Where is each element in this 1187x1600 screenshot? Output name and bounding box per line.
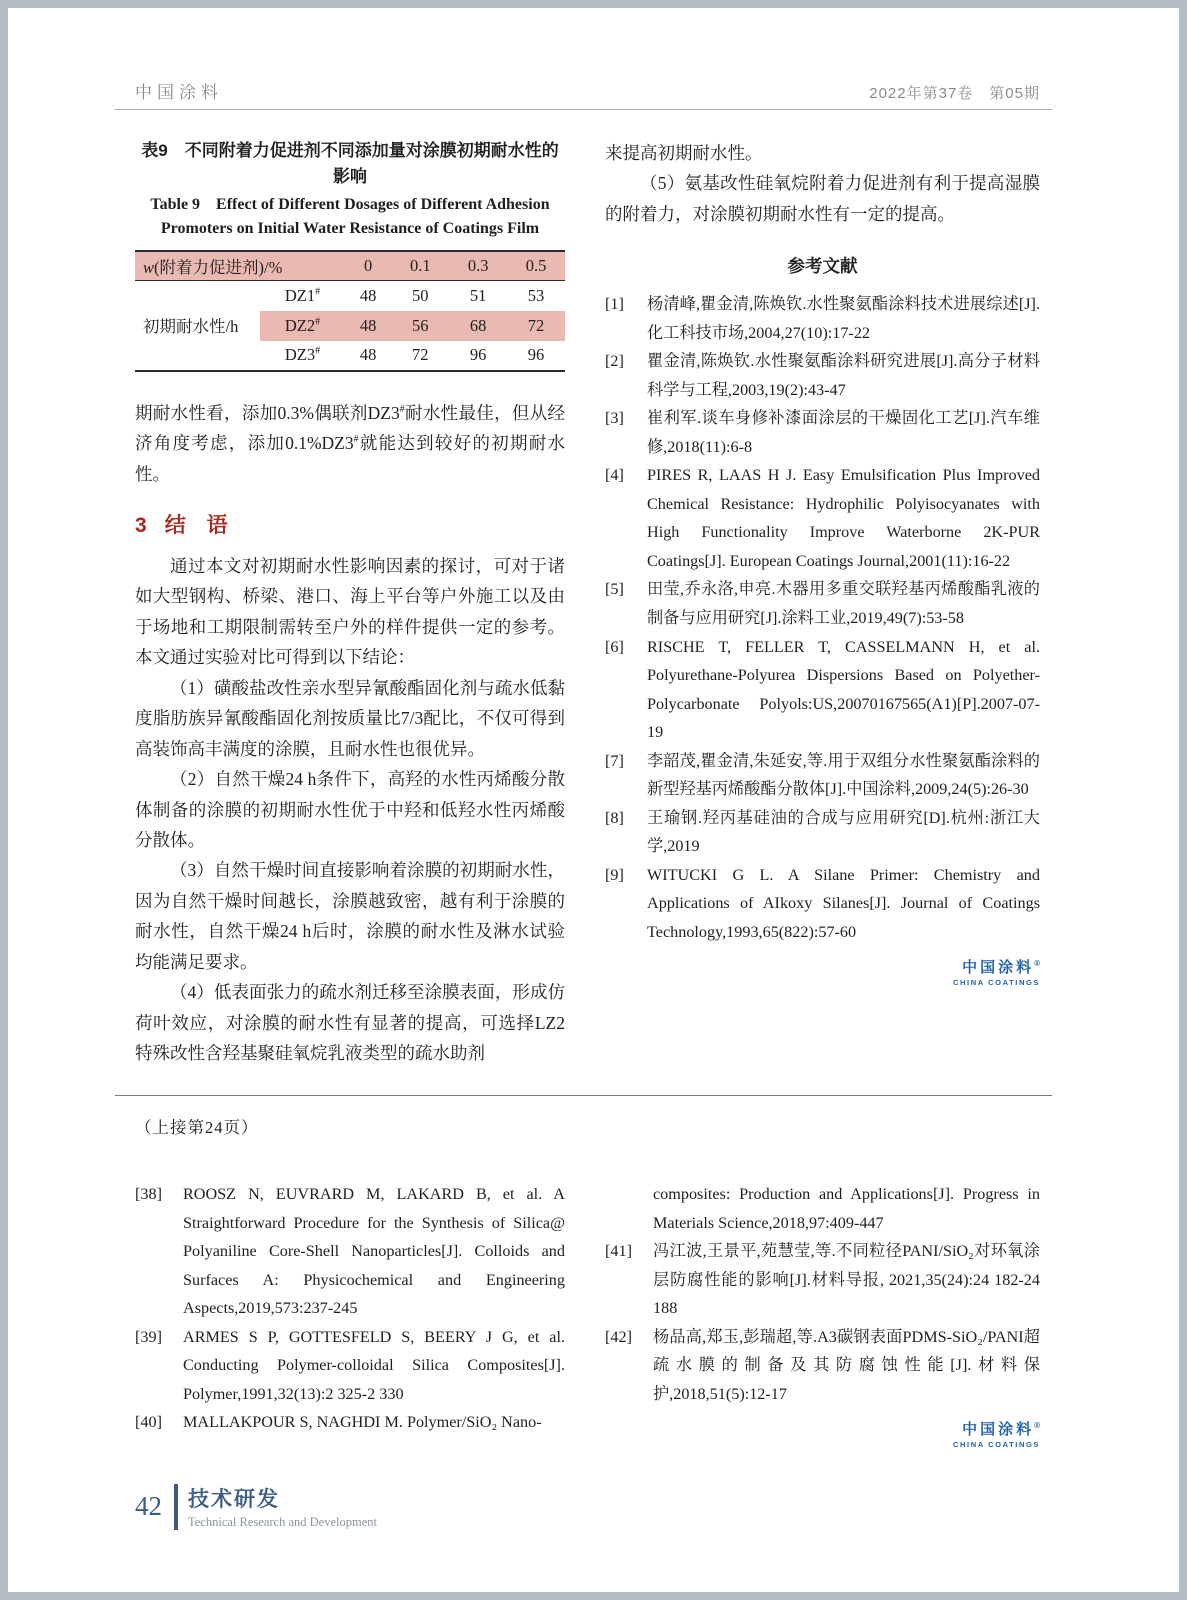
reference-item: [2] 瞿金清,陈焕钦.水性聚氨酯涂料研究进展[J].高分子材料科学与工程,2003,19(2):43-47 — [605, 352, 1040, 399]
logo-text-en: CHINA COATINGS — [953, 1439, 1040, 1449]
table-cell: 72 — [412, 345, 429, 365]
paragraph-continued: 期耐水性看，添加0.3%偶联剂DZ3#耐水性最佳，但从经济角度考虑，添加0.1%DZ3#就能达到较好的初期耐水性。 — [135, 402, 566, 484]
table9-title-en: Table 9 Effect of Different Dosages of Different Adhesion Promoters on Initial Water Resistance of Coatings Film — [150, 195, 550, 237]
paragraph: （5）氨基改性硅氧烷附着力促进剂有利于提高湿膜的附着力，对涂膜初期耐水性有一定的提高。 — [605, 173, 1040, 224]
references-heading: 参考文献 — [787, 256, 858, 277]
table9-group-label: 初期耐水性/h — [143, 317, 239, 337]
table-cell: 72 — [507, 311, 565, 341]
reference-item: [39] ARMES S P, GOTTESFELD S, BEERY J G, et al. Conducting Polymer-colloidal Silica Composites[J]. Polymer,1991,32(13):2 325-2 330 — [135, 1327, 565, 1403]
logo-text-cn: 中国涂料® — [962, 959, 1040, 977]
footer-divider-bar — [174, 1484, 178, 1530]
table-cell: 56 — [391, 311, 449, 341]
paragraph: 通过本文对初期耐水性影响因素的探讨，可对于诸如大型钢构、桥梁、港口、海上平台等户外施工以及由于场地和工期限制需转至户外的样件提供一定的参考。本文通过实验对比可得到以下结论： — [135, 556, 565, 668]
reference-item: [3] 崔利军.谈车身修补漆面涂层的干燥固化工艺[J].汽车维修,2018(11):6-8 — [605, 409, 1040, 456]
table-row — [135, 281, 565, 311]
table-cell: 50 — [412, 285, 429, 305]
reference-item: [42] 杨品高,郑玉,彭瑞超,等.A3碳钢表面PDMS-SiO₂/PANI超疏水膜的制备及其防腐蚀性能[J].材料保护,2018,51(5):12-17 — [605, 1327, 1040, 1403]
table9-header-label: w(附着力促进剂)/% — [135, 251, 345, 281]
logo-text-en: CHINA COATINGS — [953, 977, 1040, 987]
china-coatings-logo — [605, 960, 1040, 987]
continuation-content — [135, 1180, 1040, 1470]
table-cell: 68 — [449, 311, 507, 341]
table-cell: 53 — [527, 285, 545, 305]
section-heading-conclusion: 3 结 语 — [135, 514, 228, 537]
table-cell: 96 — [469, 345, 487, 365]
reference-item: [1] 杨清峰,瞿金清,陈焕钦.水性聚氨酯涂料技术进展综述[J].化工科技市场,2004,27(10):17-22 — [605, 295, 1040, 342]
continued-from-note: （上接第24页） — [135, 1118, 259, 1137]
continuation-right-column — [605, 1180, 1040, 1470]
table9-dosage-0: 0 — [345, 251, 391, 281]
page-header — [135, 78, 1040, 103]
reference-item: [4] PIRES R, LAAS H J. Easy Emulsification Plus Improved Chemical Resistance: Hydrophilic Polyisocyanates with High Functionality Improve Waterborne 2K-PUR Coatings[J]. European Coatings Journal,2001(11):16-22 — [605, 466, 1040, 570]
footer-section — [188, 1483, 377, 1530]
section-divider — [115, 1095, 1052, 1096]
table-cell: 96 — [527, 345, 545, 365]
table9-row0-name: DZ1# — [284, 285, 321, 305]
footer-section-en: Technical Research and Development — [188, 1515, 377, 1529]
reference-item: [8] 王瑜钢.羟丙基硅油的合成与应用研究[D].杭州:浙江大学,2019 — [605, 808, 1040, 856]
table9 — [135, 250, 565, 372]
right-column — [605, 138, 1040, 1090]
table-cell: 51 — [469, 285, 487, 305]
reference-item: [40] MALLAKPOUR S, NAGHDI M. Polymer/SiO₂ Nano- — [135, 1413, 542, 1432]
table-cell: 48 — [359, 345, 377, 365]
reference-item: [41] 冯江波,王景平,苑慧莹,等.不同粒径PANI/SiO₂对环氧涂层防腐性能的影响[J].材料导报, 2021,35(24):24 182-24 188 — [605, 1242, 1040, 1318]
main-content — [135, 138, 1040, 1090]
paragraph: （3）自然干燥时间直接影响着涂膜的初期耐水性，因为自然干燥时间越长，涂膜越致密，越有利于涂膜的耐水性，自然干燥24 h后时，涂膜的耐水性及淋水试验均能满足要求。 — [135, 860, 565, 972]
reference-item-continued: composites: Production and Applications[J]. Progress in Materials Science,2018,97:409-447 — [653, 1185, 1040, 1232]
header-divider — [115, 109, 1052, 110]
table9-dosage-3: 0.5 — [507, 251, 565, 281]
continuation-left-column — [135, 1180, 565, 1470]
reference-item: [7] 李韶茂,瞿金清,朱延安,等.用于双组分水性聚氨酯涂料的新型羟基丙烯酸酯分散体[J].中国涂料,2009,24(5):26-30 — [605, 751, 1040, 799]
table9-header-row — [135, 251, 565, 281]
reference-item: [38] ROOSZ N, EUVRARD M, LAKARD B, et al. A Straightforward Procedure for the Synthesis of Silica@ Polyaniline Core-Shell Nanoparticles[J]. Colloids and Surfaces A: Physicochemical and Engineering Aspects,2019,573:237-245 — [135, 1185, 565, 1318]
china-coatings-logo — [605, 1422, 1040, 1449]
page-number: 42 — [135, 1491, 162, 1521]
left-column — [135, 138, 565, 1090]
table9-title-cn: 表9 不同附着力促进剂不同添加量对涂膜初期耐水性的影响 — [141, 141, 559, 187]
logo-text-cn: 中国涂料® — [962, 1421, 1040, 1439]
journal-name: 中国涂料 — [135, 83, 223, 102]
reference-item: [9] WITUCKI G L. A Silane Primer: Chemistry and Applications of AIkoxy Silanes[J]. Journal of Coatings Technology,1993,65(822):57-60 — [605, 865, 1040, 941]
reference-item: [6] RISCHE T, FELLER T, CASSELMANN H, et al. Polyurethane-Polyurea Dispersions Based on Polyether-Polycarbonate Polyols:US,20070167565(A1)[P].2007-07-19 — [605, 637, 1040, 742]
table9-dosage-2: 0.3 — [449, 251, 507, 281]
paragraph: （2）自然干燥24 h条件下，高羟的水性丙烯酸分散体制备的涂膜的初期耐水性优于中羟和低羟水性丙烯酸分散体。 — [135, 769, 565, 850]
table9-row2-name: DZ3# — [284, 345, 321, 365]
table-cell: 48 — [345, 311, 391, 341]
paragraph: （4）低表面张力的疏水剂迁移至涂膜表面，形成仿荷叶效应，对涂膜的耐水性有显著的提高，可选择LZ2特殊改性含羟基聚硅氧烷乳液类型的疏水助剂 — [135, 982, 565, 1063]
table9-dosage-1: 0.1 — [391, 251, 449, 281]
issue-info: 2022年第37卷 第05期 — [869, 85, 1040, 102]
paragraph-continued: 来提高初期耐水性。 — [605, 143, 763, 163]
footer-section-cn: 技术研发 — [188, 1488, 280, 1511]
page-footer — [135, 1483, 377, 1530]
table-cell: 48 — [359, 285, 377, 305]
reference-item: [5] 田莹,乔永洛,申亮.木器用多重交联羟基丙烯酸酯乳液的制备与应用研究[J].涂料工业,2019,49(7):53-58 — [605, 580, 1040, 627]
paragraph: （1）磺酸盐改性亲水型异氰酸酯固化剂与疏水低黏度脂肪族异氰酸酯固化剂按质量比7/3配比，不仅可得到高装饰高丰满度的涂膜，且耐水性也很优异。 — [135, 677, 565, 759]
table9-row1-name: DZ2# — [260, 311, 345, 341]
